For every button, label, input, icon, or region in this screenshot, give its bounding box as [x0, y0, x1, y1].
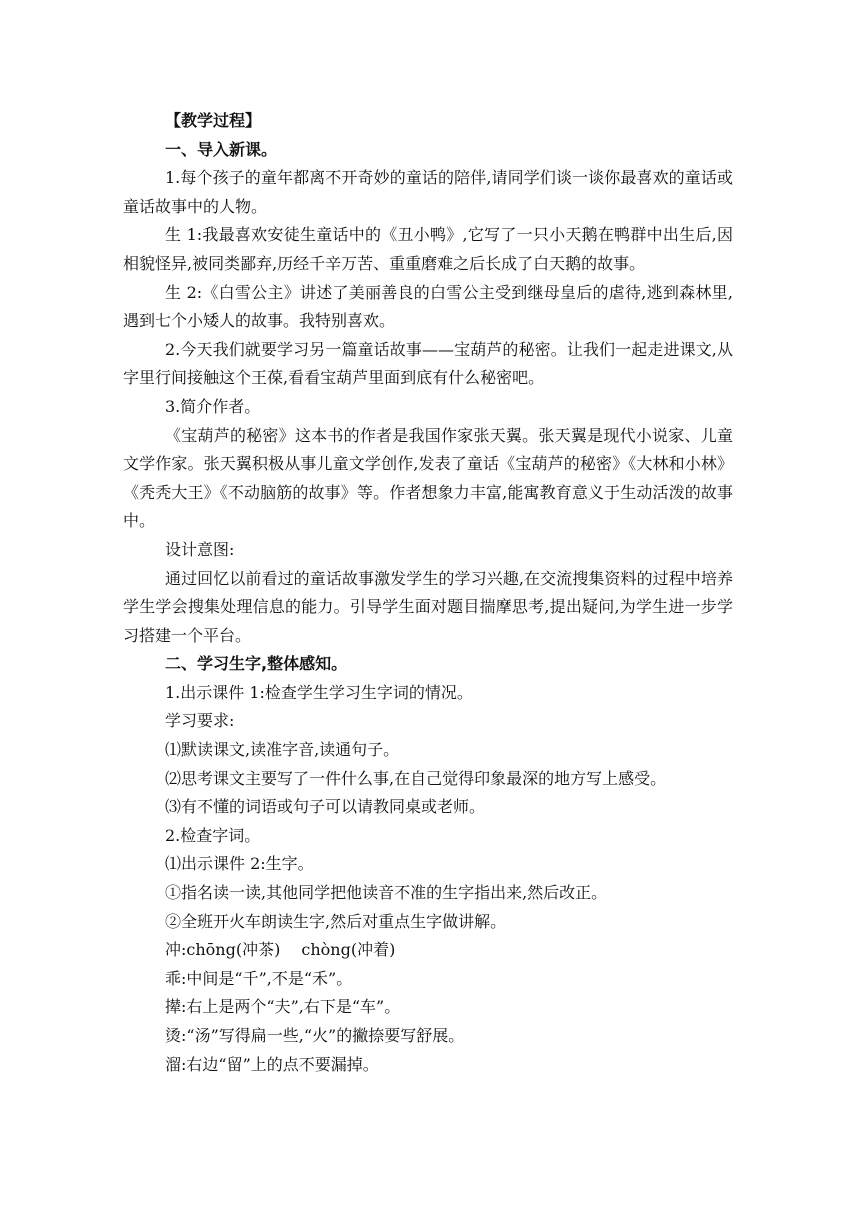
list-line: ⑵思考课文主要写了一件什么事,在自己觉得印象最深的地方写上感受。 [165, 768, 667, 788]
list-line: 乖:中间是“千”,不是“禾”。 [165, 968, 353, 988]
paragraph: 1.每个孩子的童年都离不开奇妙的童话的陪伴,请同学们谈一谈你最喜欢的童话或童话故事中的人物。 [123, 168, 733, 216]
list-line: 冲:chōng(冲茶) chòng(冲着) [165, 940, 396, 960]
paragraph: 生 1:我最喜欢安徒生童话中的《丑小鸭》,它写了一只小天鹅在鸭群中出生后,因相貌怪异,被同类鄙弃,历经千辛万苦、重重磨难之后长成了白天鹅的故事。 [123, 225, 733, 273]
list-line: ①指名读一读,其他同学把他读音不准的生字指出来,然后改正。 [165, 883, 608, 903]
paragraph: 2.今天我们就要学习另一篇童话故事——宝葫芦的秘密。让我们一起走进课文,从字里行间接触这个王葆,看看宝葫芦里面到底有什么秘密吧。 [123, 339, 733, 388]
list-line: 学习要求: [165, 711, 235, 731]
list-line: 撵:右上是两个“夫”,右下是“车”。 [165, 997, 401, 1017]
part1-heading: 一、导入新课。 [165, 139, 278, 159]
paragraph: 生 2:《白雪公主》讲述了美丽善良的白雪公主受到继母皇后的虐待,逃到森林里,遇到七个小矮人的故事。我特别喜欢。 [123, 282, 733, 331]
design-intent-label: 设计意图: [165, 539, 235, 559]
list-line: 1.出示课件 1:检查学生学习生字词的情况。 [165, 682, 473, 702]
list-line: ②全班开火车朗读生字,然后对重点生字做讲解。 [165, 911, 507, 931]
paragraph: 通过回忆以前看过的童话故事激发学生的学习兴趣,在交流搜集资料的过程中培养学生学会搜集处理信息的能力。引导学生面对题目揣摩思考,提出疑问,为学生进一步学习搭建一个平台。 [123, 568, 733, 645]
list-line: ⑶有不懂的词语或句子可以请教同桌或老师。 [165, 797, 486, 817]
section-title: 【教学过程】 [165, 111, 262, 130]
document-body [123, 107, 733, 1079]
list-line: 烫:“汤”写得扁一些,“火”的撇捺要写舒展。 [165, 1026, 465, 1045]
part2-heading: 二、学习生字,整体感知。 [165, 654, 348, 674]
list-line: ⑴出示课件 2:生字。 [165, 854, 314, 874]
paragraph: 3.简介作者。 [165, 396, 261, 416]
list-line: ⑴默读课文,读准字音,读通句子。 [165, 740, 400, 760]
list-line: 2.检查字词。 [165, 825, 261, 845]
paragraph: 《宝葫芦的秘密》这本书的作者是我国作家张天翼。张天翼是现代小说家、儿童文学作家。张天翼积极从事儿童文学创作,发表了童话《宝葫芦的秘密》《大林和小林》《秃秃大王》《不动脑筋的故事》等。作者想象力丰富,能寓教育意义于生动活泼的故事中。 [123, 425, 733, 531]
list-line: 溜:右边“留”上的点不要漏掉。 [165, 1054, 379, 1074]
